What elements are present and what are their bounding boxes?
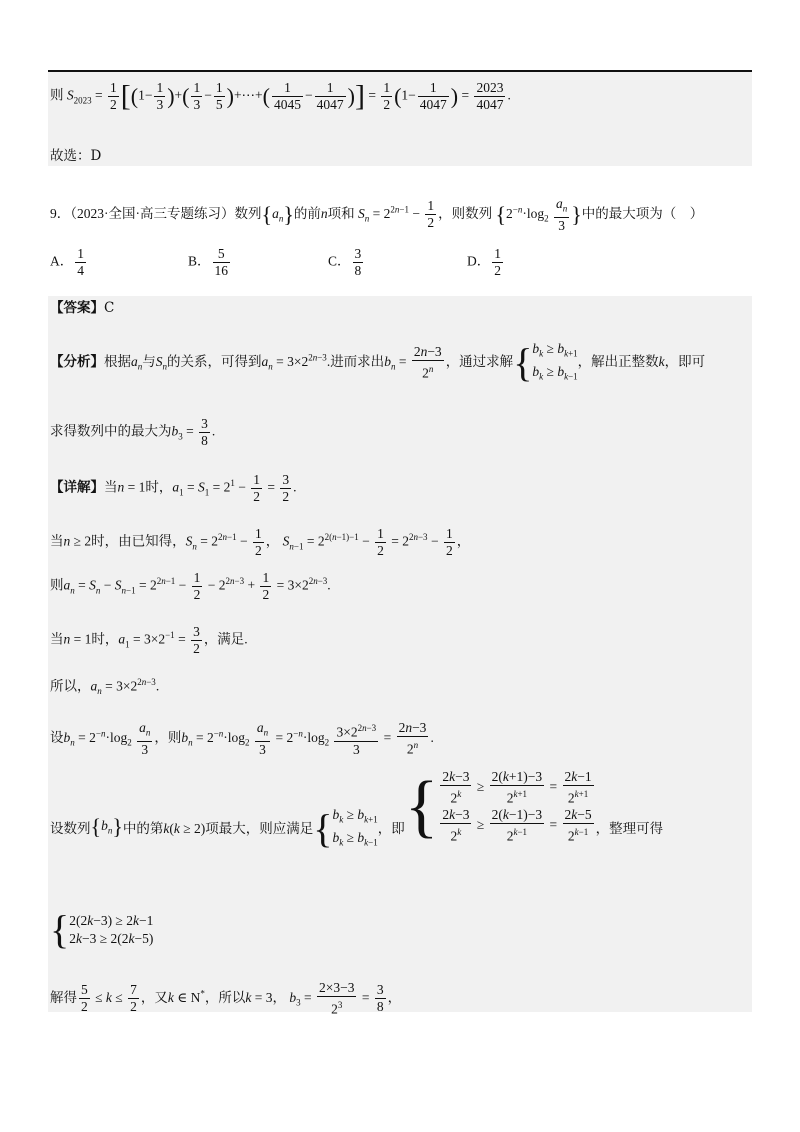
option-b[interactable]: B． $\frac{5}{16}$ xyxy=(188,246,229,278)
detail-line-4: 当n = 1时，$a_1 = 3\times 2^{-1}$ = $\frac{3}{2}$ ，满足. xyxy=(50,624,248,656)
detail-line-3: 则$a_n = S_n - S_{n-1} = 2^{2n-1}$ − $\frac{1}{2}$ − $2^{2n-3}$ + $\frac{1}{2}$ = $3\times 2^{2n-3}$. xyxy=(50,570,331,602)
q-text-4: ，则数列 xyxy=(438,205,493,221)
detail-line-9: 解得 $\frac{5}{2}$ ≤ k ≤ $\frac{7}{2}$ ，又k ∈ N*，所以k = 3， $b_3$ = $\frac{2\times 3-3}{2^3}$ = $\frac{3}{8}$ ， xyxy=(50,980,402,1017)
option-d[interactable]: D． $\frac{1}{2}$ xyxy=(467,246,501,278)
question-source: （2023·全国·高三专题练习） xyxy=(70,205,235,221)
analysis-line-1: 【分析】根据$a_n$与$S_n$的关系，可得到$a_n = 3\times 2^{2n-3}$.进而求出$b_n$ = $\frac{2n-3}{2^n}$ ，通过求解{$b_k \ge b_{k+1}$ $b_k \ge b_{k-1}$，解出正整数k，即可 xyxy=(50,339,706,385)
answer-value: C xyxy=(104,300,115,316)
question-9: 9．（2023·全国·高三专题练习）数列$\{a_n\}$的前n项和 $S_n = 2^{2n-1}$ − $\frac{1}{2}$ ，则数列 {$2^{-n}\cdot\log_2$ $\frac{a_n}{3}$ }中的最大项为（ ） xyxy=(50,196,704,233)
detail-line-6: 设$b_n = 2^{-n}\cdot\log_2$ $\frac{a_n}{3}$ ，则$b_n = 2^{-n}\cdot\log_2$ $\frac{a_n}{3}$ = $2^{-n}\cdot\log_2$ $\frac{3\times 2^{2n-3}}{3}$ = $\frac{2n-3}{2^n}$ . xyxy=(50,720,434,757)
q-text-2: 的前 xyxy=(293,205,321,221)
s-label: S xyxy=(66,87,74,103)
detail-line-2: 当n ≥ 2时，由已知得，$S_n = 2^{2n-1}$ − $\frac{1}{2}$ ， $S_{n-1} = 2^{2(n-1)-1}$ − $\frac{1}{2}$ = $2^{2n-3}$ − $\frac{1}{2}$ ， xyxy=(50,526,471,558)
question-number: 9． xyxy=(50,205,71,221)
option-c[interactable]: C． $\frac{3}{8}$ xyxy=(328,246,362,278)
detail-label: 【详解】 xyxy=(50,479,104,495)
detail-line-1: 【详解】当n = 1时，$a_1 = S_1 = 2^1$ − $\frac{1}{2}$ = $\frac{3}{2}$ . xyxy=(50,472,297,504)
prev-answer: 故选：D xyxy=(50,148,102,164)
q-text-1: 数列 xyxy=(234,205,262,221)
s-sub: 2023 xyxy=(73,95,92,106)
answer-line xyxy=(50,298,114,318)
prev-sum-line: 则 $S_{2023}$ = $\frac{1}{2}$ [(1− $\frac{1}{3}$ )+( $\frac{1}{3}$ − $\frac{1}{5}$ )+⋯+( $\frac{1}{4045}$ − $\frac{1}{4047}$ )] = $\frac{1}{2}$ (1− $\frac{1}{4047}$ ) = $\frac{2023}{4047}$ . xyxy=(50,79,511,113)
answer-label: 【答案】 xyxy=(50,300,104,316)
q-text-5: 中的最大项为（ ） xyxy=(581,205,704,221)
analysis-line-2: 求得数列中的最大为$b_3$ = $\frac{3}{8}$ . xyxy=(50,416,216,448)
option-a[interactable]: A． $\frac{1}{4}$ xyxy=(50,246,84,278)
detail-line-8: {2(2k−3) ≥ 2k−1 2k−3 ≥ 2(2k−5) xyxy=(50,907,154,952)
prev-ze: 则 xyxy=(50,87,64,103)
analysis-label: 【分析】 xyxy=(50,353,104,369)
q-text-3: 项和 xyxy=(327,205,355,221)
detail-line-5: 所以，$a_n = 3\times 2^{2n-3}$. xyxy=(50,677,160,697)
detail-line-7: 设数列$\{b_n\}$中的第k(k ≥ 2)项最大，则应满足{$b_k \ge b_{k+1}$ $b_k \ge b_{k-1}$，即{ $\frac{2k-3}{2^k}$ ≥ $\frac{2(k+1)-3}{2^{k+1}}$ = $\frac{2k-1}{2^{k+1}}$ $\frac{2k-3}{2^k}$ ≥ $\frac{2(k-1)-3}{2^{k-1}}$ = $\frac{2k-5}{2^{k-1}}$ ，整理可得 xyxy=(50,767,664,851)
